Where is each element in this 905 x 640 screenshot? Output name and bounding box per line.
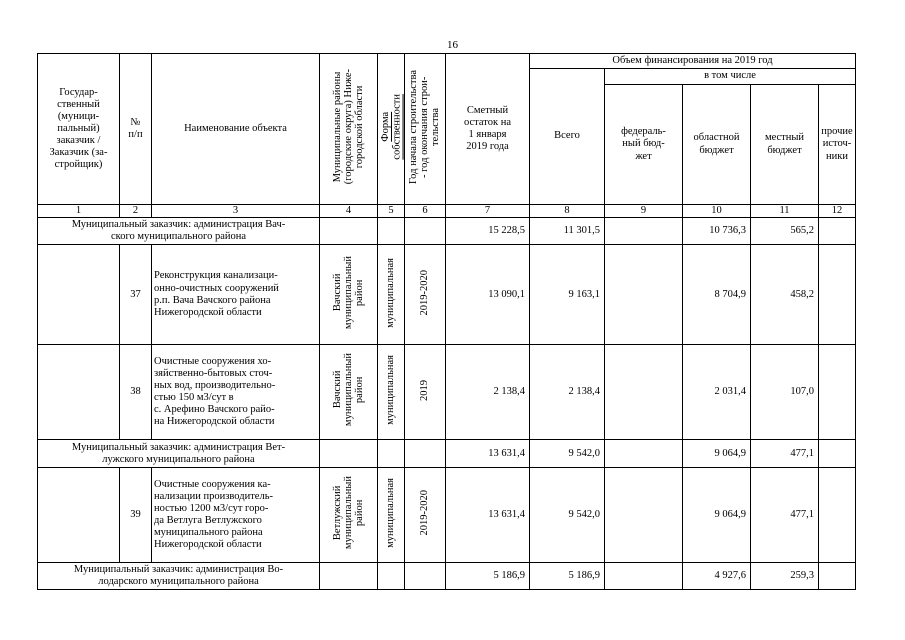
- empty-cell: [320, 563, 378, 590]
- column-number: 5: [378, 205, 405, 218]
- row-regional-text: 8 704,9: [714, 288, 746, 300]
- object-name: [152, 345, 320, 440]
- years-text: 2019-2020: [419, 490, 431, 536]
- group-row: [38, 440, 856, 468]
- header-years: Год начала строительства - год окончания строи- тельства: [405, 54, 446, 205]
- row-total: [530, 468, 605, 563]
- row-local-text: 477,1: [790, 509, 814, 521]
- row-federal: [605, 245, 683, 345]
- group-estimate-text: 5 186,9: [493, 570, 525, 582]
- empty-cell: [320, 440, 378, 468]
- group-regional: [683, 440, 751, 468]
- group-other: [819, 563, 856, 590]
- empty-cell: [38, 245, 120, 345]
- group-estimate-text: 15 228,5: [488, 225, 525, 237]
- row-federal: [605, 345, 683, 440]
- table-row: [38, 345, 856, 440]
- empty-cell: [320, 218, 378, 245]
- years: [405, 468, 446, 563]
- column-number: 7: [446, 205, 530, 218]
- ownership: [378, 345, 405, 440]
- group-regional-text: 9 064,9: [714, 447, 746, 459]
- row-federal: [605, 468, 683, 563]
- row-num-text: 39: [130, 509, 141, 521]
- group-other: [819, 440, 856, 468]
- object-name: [152, 468, 320, 563]
- header-customer: Государ- ственный (муници- пальный) заказчик / Заказчик (за- стройщик): [38, 54, 120, 205]
- group-local-text: 259,3: [790, 570, 814, 582]
- page-number: 16: [447, 39, 458, 51]
- header-total: Всего: [530, 69, 605, 205]
- empty-cell: [378, 440, 405, 468]
- column-number: 11: [751, 205, 819, 218]
- column-number: 1: [38, 205, 120, 218]
- group-local-text: 565,2: [790, 225, 814, 237]
- district: [320, 245, 378, 345]
- group-federal: [605, 440, 683, 468]
- district: [320, 345, 378, 440]
- group-total: [530, 440, 605, 468]
- header-ownership: Форма собственности: [378, 54, 405, 205]
- column-number: 9: [605, 205, 683, 218]
- group-regional: [683, 218, 751, 245]
- group-regional-text: 10 736,3: [709, 225, 746, 237]
- group-total-text: 11 301,5: [563, 225, 600, 237]
- row-total-text: 9 163,1: [568, 288, 600, 300]
- group-title-text: Муниципальный заказчик: администрация Вач- ского муниципального района: [71, 219, 286, 243]
- group-estimate-text: 13 631,4: [488, 447, 525, 459]
- empty-cell: [405, 440, 446, 468]
- header-regional: областной бюджет: [683, 85, 751, 205]
- district-text: Вачский муниципальный район: [331, 353, 365, 427]
- financing-table: [37, 53, 856, 590]
- years-text: 2019-2020: [419, 269, 431, 316]
- group-total: [530, 218, 605, 245]
- row-local: [751, 245, 819, 345]
- group-row: [38, 218, 856, 245]
- row-total-text: 9 542,0: [568, 509, 600, 521]
- object-name-text: Очистные сооружения хо- зяйственно-бытовых сточ- ных вод, производительно- стью 150 м3/сут в с. Арефино Вачского райо- на Нижегородской области: [154, 355, 276, 428]
- years-text: 2019: [419, 379, 431, 401]
- table-row: [38, 468, 856, 563]
- header-including: в том числе: [605, 69, 856, 85]
- column-number: 6: [405, 205, 446, 218]
- years: [405, 345, 446, 440]
- empty-cell: [38, 468, 120, 563]
- ownership-text: муниципальная: [385, 355, 397, 425]
- empty-cell: [378, 563, 405, 590]
- row-local: [751, 468, 819, 563]
- row-total-text: 2 138,4: [568, 386, 600, 398]
- row-estimate-text: 13 090,1: [488, 288, 525, 300]
- column-number: 8: [530, 205, 605, 218]
- group-title-text: Муниципальный заказчик: администрация Вет- лужского муниципального района: [71, 441, 286, 465]
- group-total-text: 5 186,9: [568, 570, 600, 582]
- column-number: 3: [152, 205, 320, 218]
- object-name-text: Очистные сооружения ка- нализации производитель- ностью 1200 м3/сут горо- да Ветлуга Ветлужского муниципального района Нижегородской области: [154, 478, 273, 551]
- group-regional-text: 4 927,6: [714, 570, 746, 582]
- group-regional: [683, 563, 751, 590]
- row-local-text: 107,0: [790, 386, 814, 398]
- row-regional-text: 2 031,4: [714, 386, 746, 398]
- empty-cell: [38, 345, 120, 440]
- group-row: [38, 563, 856, 590]
- row-estimate: [446, 468, 530, 563]
- group-total: [530, 563, 605, 590]
- group-title: [38, 563, 320, 590]
- row-estimate: [446, 345, 530, 440]
- object-name: [152, 245, 320, 345]
- group-federal: [605, 563, 683, 590]
- district-text: Ветлужский муниципальный район: [331, 476, 365, 550]
- row-num-text: 37: [130, 288, 141, 300]
- table-row: [38, 245, 856, 345]
- row-local: [751, 345, 819, 440]
- group-local: [751, 218, 819, 245]
- header-local: местный бюджет: [751, 85, 819, 205]
- column-number: 10: [683, 205, 751, 218]
- column-number: 12: [819, 205, 856, 218]
- years: [405, 245, 446, 345]
- row-num: [120, 345, 152, 440]
- ownership: [378, 468, 405, 563]
- district-text: Вачский муниципальный район: [331, 255, 365, 330]
- group-federal: [605, 218, 683, 245]
- row-regional: [683, 345, 751, 440]
- group-local: [751, 563, 819, 590]
- row-num: [120, 468, 152, 563]
- district: [320, 468, 378, 563]
- row-num-text: 38: [130, 386, 141, 398]
- group-other: [819, 218, 856, 245]
- column-number: 2: [120, 205, 152, 218]
- row-total: [530, 345, 605, 440]
- header-federal: федераль- ный бюд- жет: [605, 85, 683, 205]
- header-object-name: Наименование объекта: [152, 54, 320, 205]
- row-regional: [683, 245, 751, 345]
- row-local-text: 458,2: [790, 288, 814, 300]
- group-local: [751, 440, 819, 468]
- group-local-text: 477,1: [790, 447, 814, 459]
- header-num: № п/п: [120, 54, 152, 205]
- row-estimate-text: 2 138,4: [493, 386, 525, 398]
- empty-cell: [405, 218, 446, 245]
- row-estimate-text: 13 631,4: [488, 509, 525, 521]
- empty-cell: [405, 563, 446, 590]
- row-regional: [683, 468, 751, 563]
- ownership: [378, 245, 405, 345]
- group-estimate: [446, 563, 530, 590]
- row-estimate: [446, 245, 530, 345]
- group-title: [38, 440, 320, 468]
- column-number: 4: [320, 205, 378, 218]
- header-financing: Объем финансирования на 2019 год: [530, 54, 856, 69]
- row-other: [819, 345, 856, 440]
- empty-cell: [378, 218, 405, 245]
- header-estimate: Сметный остаток на 1 января 2019 года: [446, 54, 530, 205]
- group-total-text: 9 542,0: [568, 447, 600, 459]
- row-other: [819, 468, 856, 563]
- header-district: Муниципальные районы (городские округа) Ниже- городской области: [320, 54, 378, 205]
- object-name-text: Реконструкция канализаци- онно-очистных сооружений р.п. Вача Вачского района Нижегородской области: [154, 270, 279, 318]
- group-estimate: [446, 440, 530, 468]
- row-other: [819, 245, 856, 345]
- column-number-row: [38, 205, 856, 218]
- group-estimate: [446, 218, 530, 245]
- ownership-text: муниципальная: [385, 478, 397, 548]
- row-total: [530, 245, 605, 345]
- ownership-text: муниципальная: [385, 257, 397, 328]
- row-regional-text: 9 064,9: [714, 509, 746, 521]
- group-title: [38, 218, 320, 245]
- group-title-text: Муниципальный заказчик: администрация Во- лодарского муниципального района: [73, 564, 284, 588]
- header-other: прочие источ- ники: [819, 85, 856, 205]
- row-num: [120, 245, 152, 345]
